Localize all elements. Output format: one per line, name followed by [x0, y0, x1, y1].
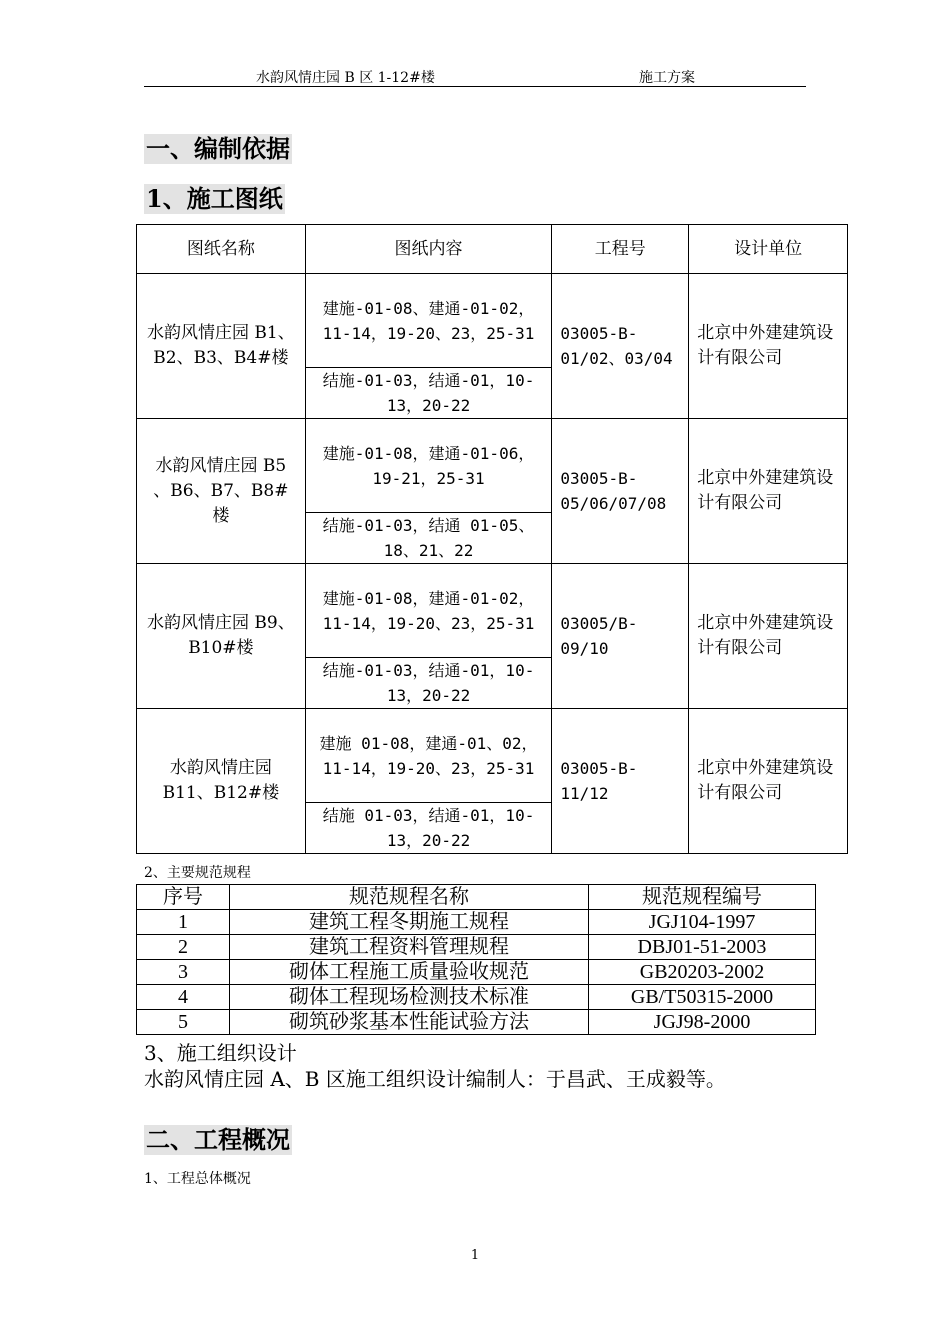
table-row	[137, 274, 848, 368]
arch-drawings-cell: 建施-01-08，建通-01-06，19-21，25-31	[305, 419, 552, 513]
designer-cell: 北京中外建建筑设计有限公司	[689, 419, 848, 564]
designer-cell: 北京中外建建筑设计有限公司	[689, 274, 848, 419]
drawings-table-header	[137, 225, 848, 274]
struct-drawings-cell: 结施-01-03，结通 01-05、18、21、22	[305, 513, 552, 564]
project-number-cell: 03005-B-05/06/07/08	[552, 419, 689, 564]
project-number-cell: 03005-B-11/12	[552, 709, 689, 854]
building-name-cell: 水韵风情庄园 B9、B10#楼	[137, 564, 306, 709]
table-row	[137, 709, 848, 803]
page-number: 1	[470, 1248, 480, 1263]
designer-cell: 北京中外建建筑设计有限公司	[689, 564, 848, 709]
norm-code-cell: GB20203-2002	[589, 960, 816, 985]
header-cell: 图纸名称	[137, 225, 306, 274]
header-project-title: 水韵风情庄园 B 区 1-12#楼	[256, 70, 435, 86]
norm-code-cell: DBJ01-51-2003	[589, 935, 816, 960]
norms-table-header	[137, 885, 816, 910]
section-heading-overview: 二、工程概况	[146, 1125, 290, 1154]
header-cell: 图纸内容	[305, 225, 552, 274]
header-cell: 设计单位	[689, 225, 848, 274]
struct-drawings-cell: 结施 01-03，结通-01，10-13，20-22	[305, 803, 552, 854]
designer-cell: 北京中外建建筑设计有限公司	[689, 709, 848, 854]
norm-name-cell: 砌筑砂浆基本性能试验方法	[230, 1010, 589, 1035]
struct-drawings-cell: 结施-01-03，结通-01，10-13，20-22	[305, 658, 552, 709]
norms-table	[136, 884, 816, 1035]
project-number-cell: 03005-B-01/02、03/04	[552, 274, 689, 419]
table-row	[137, 960, 816, 985]
norm-code-cell: JGJ98-2000	[589, 1010, 816, 1035]
section-heading-basis: 一、编制依据	[146, 134, 290, 163]
table-row	[137, 910, 816, 935]
arch-drawings-cell: 建施 01-08，建通-01、02，11-14，19-20、23，25-31	[305, 709, 552, 803]
building-name-cell: 水韵风情庄园 B5 、B6、B7、B8#楼	[137, 419, 306, 564]
drawings-table	[136, 224, 848, 854]
header-cell: 序号	[137, 885, 230, 910]
building-name-cell: 水韵风情庄园 B11、B12#楼	[137, 709, 306, 854]
header-cell: 工程号	[552, 225, 689, 274]
norm-number-cell: 2	[137, 935, 230, 960]
header-cell: 规范规程编号	[589, 885, 816, 910]
norm-code-cell: GB/T50315-2000	[589, 985, 816, 1010]
table-row	[137, 564, 848, 658]
subheading-drawings: 1、施工图纸	[146, 184, 283, 213]
arch-drawings-cell: 建施-01-08、建通-01-02，11-14，19-20、23，25-31	[305, 274, 552, 368]
project-number-cell: 03005/B-09/10	[552, 564, 689, 709]
norm-name-cell: 建筑工程冬期施工规程	[230, 910, 589, 935]
struct-drawings-cell: 结施-01-03，结通-01，10-13，20-22	[305, 368, 552, 419]
norm-name-cell: 建筑工程资料管理规程	[230, 935, 589, 960]
header-doc-type: 施工方案	[639, 70, 695, 86]
header-cell: 规范规程名称	[230, 885, 589, 910]
subheading-norms: 2、主要规范规程	[144, 865, 251, 881]
table-row	[137, 419, 848, 513]
subheading-organization-design: 3、施工组织设计	[144, 1041, 297, 1065]
arch-drawings-cell: 建施-01-08，建通-01-02，11-14，19-20、23，25-31	[305, 564, 552, 658]
building-name-cell: 水韵风情庄园 B1、B2、B3、B4#楼	[137, 274, 306, 419]
norm-number-cell: 5	[137, 1010, 230, 1035]
page-header	[144, 64, 806, 87]
table-row	[137, 985, 816, 1010]
norm-number-cell: 1	[137, 910, 230, 935]
norm-name-cell: 砌体工程施工质量验收规范	[230, 960, 589, 985]
norm-number-cell: 4	[137, 985, 230, 1010]
table-row	[137, 1010, 816, 1035]
norm-code-cell: JGJ104-1997	[589, 910, 816, 935]
organization-design-text: 水韵风情庄园 A、B 区施工组织设计编制人：于昌武、王成毅等。	[144, 1067, 726, 1091]
subheading-general-overview: 1、工程总体概况	[144, 1171, 251, 1187]
table-row	[137, 935, 816, 960]
norm-name-cell: 砌体工程现场检测技术标准	[230, 985, 589, 1010]
norm-number-cell: 3	[137, 960, 230, 985]
